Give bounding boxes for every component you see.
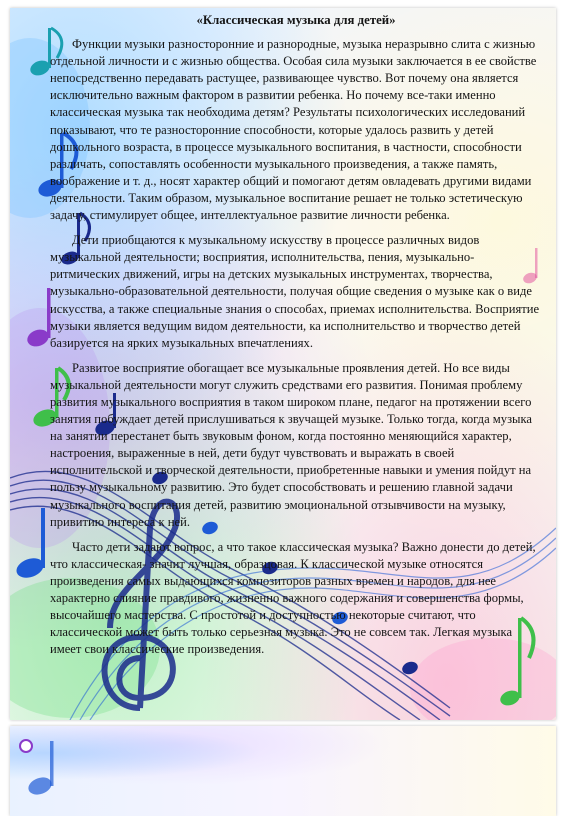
document-title: «Классическая музыка для детей» bbox=[196, 13, 396, 27]
document-body bbox=[50, 12, 542, 666]
paragraph: Функции музыки разносторонние и разнородные, музыка неразрывно слита с жизнью отдельной личности и с жизнью общества. Особая сила музыки заключается в ее свойстве непосредственно передавать растущее, развивающее чувство. Вот почему она является исключительно важным фактором в развитии ребенка. Но почему все-таки именно классическая музыка так необходима детям? Результаты психологических исследований показывают, что те разносторонние способности, которые удалось развить у детей дошкольного возраста, в процессе музыкального воспитания, в частности, способности различать, сопоставлять особенности музыкального произведения, а также память, воображение и т. д., носят характер общий и помогают детям овладевать другими видами деятельности. Таким образом, музыкальное воспитание решает не только эстетическую задачу, стимулирует общее, интеллектуальное развитие личности ребенка. bbox=[50, 37, 537, 223]
next-page bbox=[10, 726, 556, 816]
music-notes-icon bbox=[20, 740, 54, 798]
music-background-decoration bbox=[10, 726, 556, 816]
paragraph: Развитое восприятие обогащает все музыкальные проявления детей. Но все виды музыкальной деятельности могут служить средствами его развития. Понимая проблему развития музыкального восприятия в таком широком плане, педагог на протяжении всего занятия побуждает детей прислушиваться к звучащей музыке. Только тогда, когда музыка на занятии перестанет быть звуковым фоном, когда постоянно меняющийся характер, настроения, выраженные в ней, дети будут чувствовать и выражать в своей исполнительской и творческой деятельности, приобретенные навыки и умения пойдут на пользу музыкальному развитию. Это будет способствовать и решению главной задачи музыкального воспитания детей, развитию эмоциональной отзывчивости на музыку, привитию интереса к ней. bbox=[50, 360, 533, 529]
paragraph: Часто дети задают вопрос, а что такое классическая музыка? Важно донести до детей, что классическая- значит лучшая, образцовая. К классической музыке относятся произведения самых выдающихся композиторов разных времен и народов, для нее характерно слияние правдивого, жизненно важного содержания и совершенства формы, высочайшего мастерства. С простотой и доступностью некоторые считают, что классической может быть только серьезная музыка. Это не совсем так. Легкая музыка имеет свои классические произведения. bbox=[50, 539, 536, 657]
document-page bbox=[10, 8, 556, 720]
paragraph: Дети приобщаются к музыкальному искусству в процессе различных видов музыкальной деятельности; восприятия, исполнительства, пения, музыкально-ритмических движений, игры на детских музыкальных инструментах, творчества, музыкально-образовательной деятельности, получая общие сведения о музыке как о виде искусства, а также специальные знания о способах, приемах исполнительства. Восприятие музыки является ведущим видом деятельности, ка исполнительство и творчество детей базируется на ярких музыкальных впечатлениях. bbox=[50, 233, 540, 350]
